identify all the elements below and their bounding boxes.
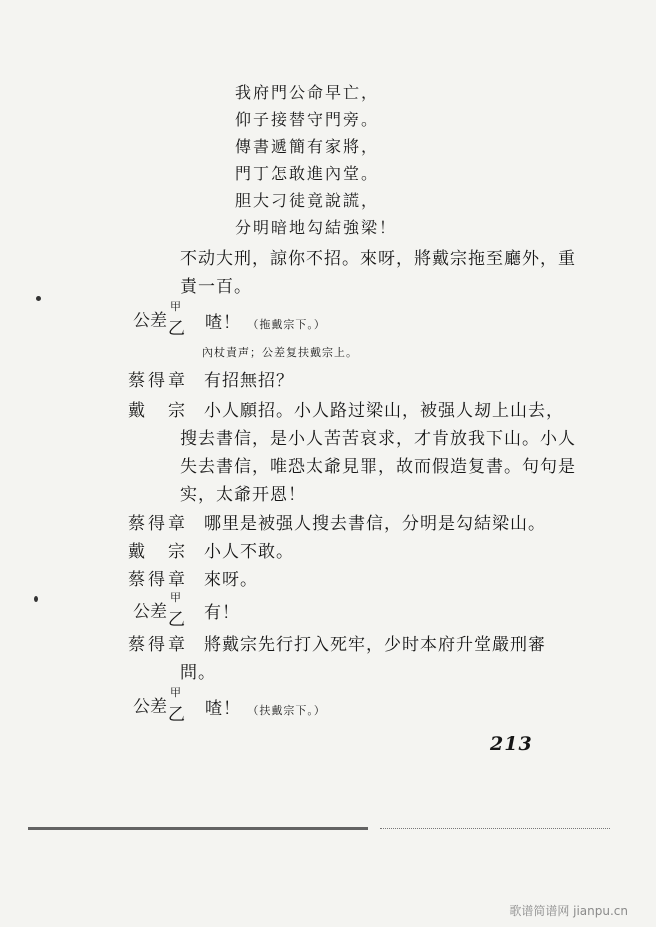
speech-line: 問。 <box>180 663 216 683</box>
speaker-name: 蔡得章 <box>128 514 188 534</box>
speaker-jia: 甲 <box>170 591 181 604</box>
speech-line: 小人不敢。 <box>204 542 294 562</box>
speaker-yi: 乙 <box>168 319 185 339</box>
speaker-name: 公差 <box>133 311 167 331</box>
scan-speck <box>34 596 38 602</box>
speech-line: 搜去書信，是小人苦苦哀求，才肯放我下山。小人 <box>180 429 576 449</box>
speech-line: 不动大刑，諒你不招。來呀，將戴宗拖至廳外，重 <box>180 249 576 269</box>
poem-line: 仰子接替守門旁。 <box>235 110 380 129</box>
poem-line: 我府門公命早亡， <box>235 83 380 102</box>
speech-line <box>205 694 326 719</box>
speech-line: 責一百。 <box>180 277 252 297</box>
speaker-name: 公差 <box>133 602 167 622</box>
speaker-yi: 乙 <box>168 705 185 725</box>
stage-direction: （扶戴宗下。） <box>247 704 326 717</box>
bottom-rule-dotted <box>380 828 610 830</box>
bottom-rule <box>28 827 368 830</box>
speaker-name: 戴 宗 <box>128 401 188 421</box>
speech-line: 來呀。 <box>204 570 258 590</box>
speaker-yi: 乙 <box>168 610 185 630</box>
poem-line: 門丁怎敢進內堂。 <box>235 164 380 183</box>
watermark: 歌谱简谱网 jianpu.cn <box>509 904 628 918</box>
stage-direction: （拖戴宗下。） <box>247 318 326 331</box>
speech-text: 喳！ <box>205 313 241 333</box>
speaker-name: 蔡得章 <box>128 371 188 391</box>
speech-line: 哪里是被强人搜去書信，分明是勾結梁山。 <box>204 514 546 534</box>
scan-speck <box>36 296 41 301</box>
poem-line: 分明暗地勾結強梁！ <box>235 218 398 237</box>
page-number: 213 <box>490 733 533 755</box>
speaker-name: 蔡得章 <box>128 635 188 655</box>
speaker-name: 公差 <box>133 697 167 717</box>
speaker-jia: 甲 <box>170 300 181 313</box>
poem-line: 傳書遞簡有家將， <box>235 137 380 156</box>
stage-direction: 內杖責声；公差复扶戴宗上。 <box>202 346 358 359</box>
speech-line: 实，太爺开恩！ <box>180 485 306 505</box>
speaker-name: 戴 宗 <box>128 542 188 562</box>
speech-text: 喳！ <box>205 699 241 719</box>
poem-line: 胆大刁徒竟說謊， <box>235 191 380 210</box>
speech-line: 小人願招。小人路过梁山，被强人刼上山去， <box>204 401 564 421</box>
speech-line: 將戴宗先行打入死牢，少时本府升堂嚴刑審 <box>204 635 546 655</box>
speech-line <box>205 308 326 333</box>
speaker-name: 蔡得章 <box>128 570 188 590</box>
speech-line: 失去書信，唯恐太爺見罪，故而假造复書。句句是 <box>180 457 576 477</box>
speech-line: 有！ <box>204 603 240 623</box>
speaker-jia: 甲 <box>170 686 181 699</box>
speech-line: 有招無招？ <box>204 371 294 391</box>
